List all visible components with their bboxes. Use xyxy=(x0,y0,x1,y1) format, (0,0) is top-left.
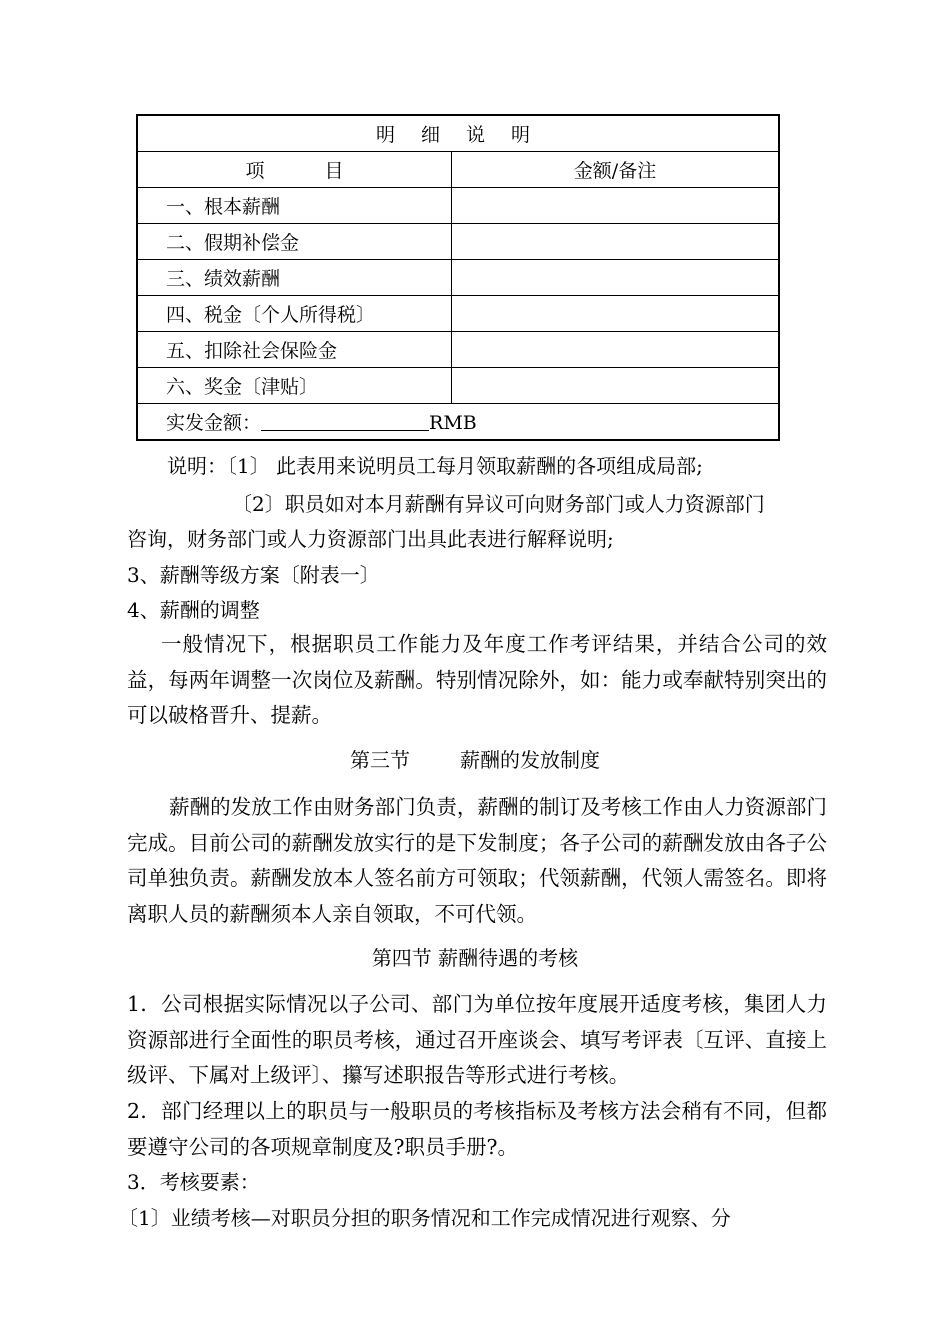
amount-cell xyxy=(452,188,780,224)
amount-cell xyxy=(452,296,780,332)
section-4-paragraph-2: 2．部门经理以上的职员与一般职员的考核指标及考核方法会稍有不同，但都要遵守公司的各项规章制度及?职员手册?。 xyxy=(127,1099,827,1159)
amount-cell xyxy=(452,332,780,368)
section-4-title: 第四节 薪酬待遇的考核 xyxy=(371,946,579,970)
item-4: 4、薪酬的调整 xyxy=(127,598,260,622)
total-unit: RMB xyxy=(429,412,477,434)
amount-cell xyxy=(452,368,780,404)
salary-detail-table xyxy=(136,114,780,441)
amount-cell xyxy=(452,224,780,260)
table-row: 三、绩效薪酬 xyxy=(137,260,779,296)
column-header-amount: 金额/备注 xyxy=(452,152,780,188)
table-title: 明 细 说 明 xyxy=(137,115,779,152)
table-row: 二、假期补偿金 xyxy=(137,224,779,260)
section-4-paragraph-3: 3．考核要素： xyxy=(127,1170,260,1194)
column-header-item: 项 目 xyxy=(137,152,452,188)
total-label: 实发金额： xyxy=(166,412,262,434)
adjust-paragraph: 一般情况下，根据职员工作能力及年度工作考评结果，并结合公司的效益，每两年调整一次岗位及薪酬。特别情况除外，如：能力或奉献特别突出的可以破格晋升、提薪。 xyxy=(127,632,827,727)
section-3-paragraph: 薪酬的发放工作由财务部门负责，薪酬的制订及考核工作由人力资源部门完成。目前公司的薪酬发放实行的是下发制度；各子公司的薪酬发放由各子公司单独负责。薪酬发放本人签名前方可领取；代领薪酬，代领人需签名。即将离职人员的薪酬须本人亲自领取，不可代领。 xyxy=(127,795,827,926)
amount-cell xyxy=(452,260,780,296)
table-row: 六、奖金〔津贴〕 xyxy=(137,368,779,404)
section-3-number: 第三节 xyxy=(350,748,410,772)
table-row: 一、根本薪酬 xyxy=(137,188,779,224)
section-4-paragraph-1: 1．公司根据实际情况以子公司、部门为单位按年度展开适度考核，集团人力资源部进行全面性的职员考核，通过召开座谈会、填写考评表〔互评、直接上级评、下属对上级评〕、攥写述职报告等形式进行考核。 xyxy=(127,992,827,1087)
total-row xyxy=(137,404,779,441)
note-line-1: 说明：〔1〕 此表用来说明员工每月领取薪酬的各项组成局部; xyxy=(167,454,703,478)
table-row: 五、扣除社会保险金 xyxy=(137,332,779,368)
note-line-2: 〔2〕职员如对本月薪酬有异议可向财务部门或人力资源部门 xyxy=(232,492,765,516)
table-row: 四、税金〔个人所得税〕 xyxy=(137,296,779,332)
item-3: 3、薪酬等级方案〔附表一〕 xyxy=(127,563,380,587)
total-blank-line xyxy=(261,412,429,431)
section-4-paragraph-4: 〔1〕业绩考核—对职员分担的职务情况和工作完成情况进行观察、分 xyxy=(118,1206,731,1230)
note-line-3: 咨询，财务部门或人力资源部门出具此表进行解释说明; xyxy=(127,527,614,551)
section-3-title: 薪酬的发放制度 xyxy=(460,748,600,772)
